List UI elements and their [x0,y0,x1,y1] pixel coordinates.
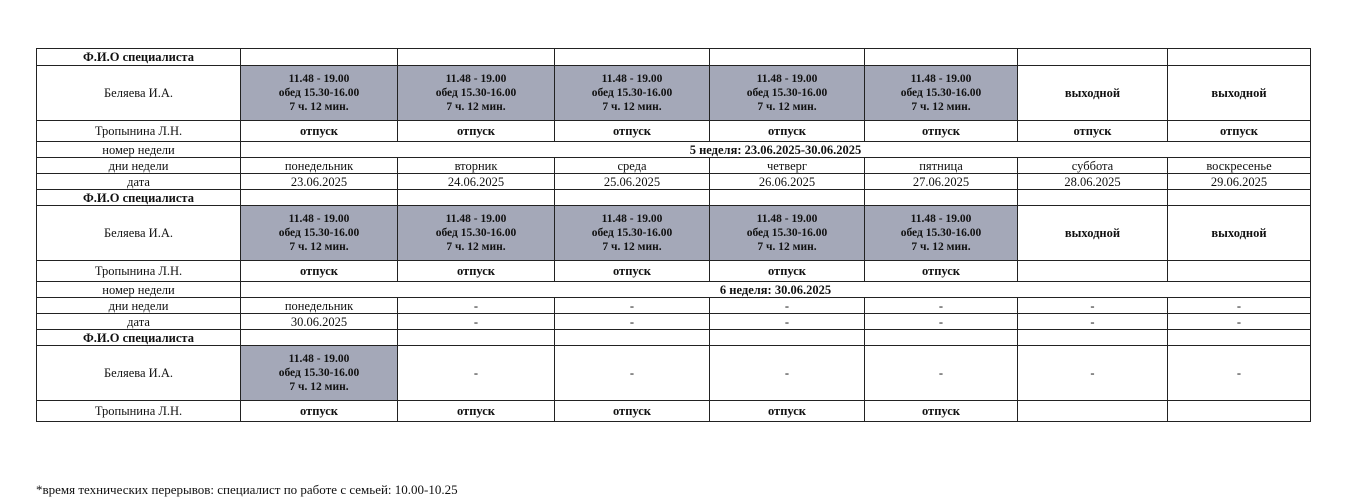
vacation-cell: отпуск [398,261,555,282]
table-row [37,121,1311,142]
table-row [37,206,1311,261]
day-off-cell: выходной [1018,206,1168,261]
shift-cell: 11.48 - 19.00 обед 15.30-16.00 7 ч. 12 мин. [555,206,710,261]
vacation-cell: отпуск [710,401,865,422]
weekday-cell: вторник [398,158,555,174]
staff-name: Беляева И.А. [37,206,241,261]
dash-cell: - [398,298,555,314]
table-row [37,298,1311,314]
table-row [37,330,1311,346]
shift-cell: 11.48 - 19.00 обед 15.30-16.00 7 ч. 12 мин. [865,206,1018,261]
day-off-cell: выходной [1168,206,1311,261]
specialist-header: Ф.И.О специалиста [37,49,241,66]
vacation-cell: отпуск [398,401,555,422]
table-row [37,142,1311,158]
vacation-cell: отпуск [241,261,398,282]
table-row [37,174,1311,190]
dash-cell: - [398,314,555,330]
table-row [37,282,1311,298]
vacation-cell: отпуск [1168,121,1311,142]
date-cell: 23.06.2025 [241,174,398,190]
table-row [37,190,1311,206]
shift-cell: 11.48 - 19.00 обед 15.30-16.00 7 ч. 12 мин. [241,206,398,261]
dash-cell: - [398,346,555,401]
table-row [37,346,1311,401]
vacation-cell: отпуск [865,401,1018,422]
table-row [37,401,1311,422]
weekday-cell: четверг [710,158,865,174]
date-cell: 26.06.2025 [710,174,865,190]
week-title: 6 неделя: 30.06.2025 [241,282,1311,298]
date-cell: 29.06.2025 [1168,174,1311,190]
dash-cell: - [1018,314,1168,330]
date-cell: 30.06.2025 [241,314,398,330]
vacation-cell: отпуск [555,261,710,282]
weekday-cell: воскресенье [1168,158,1311,174]
specialist-header: Ф.И.О специалиста [37,190,241,206]
shift-cell: 11.48 - 19.00 обед 15.30-16.00 7 ч. 12 мин. [398,206,555,261]
staff-name: Беляева И.А. [37,66,241,121]
schedule-table [36,48,1311,422]
dash-cell: - [865,314,1018,330]
vacation-cell: отпуск [398,121,555,142]
dash-cell: - [555,314,710,330]
date-cell: 24.06.2025 [398,174,555,190]
weekday-cell: понедельник [241,158,398,174]
shift-cell: 11.48 - 19.00 обед 15.30-16.00 7 ч. 12 мин. [865,66,1018,121]
dash-cell: - [1168,346,1311,401]
dash-cell: - [710,298,865,314]
shift-cell: 11.48 - 19.00 обед 15.30-16.00 7 ч. 12 мин. [241,66,398,121]
table-row [37,261,1311,282]
date-label: дата [37,314,241,330]
day-off-cell: выходной [1168,66,1311,121]
dash-cell: - [555,298,710,314]
dash-cell: - [1018,346,1168,401]
vacation-cell: отпуск [555,121,710,142]
table-row [37,49,1311,66]
week-title: 5 неделя: 23.06.2025-30.06.2025 [241,142,1311,158]
dash-cell: - [710,314,865,330]
dash-cell: - [555,346,710,401]
weekday-cell: понедельник [241,298,398,314]
dash-cell: - [865,346,1018,401]
weekday-cell: суббота [1018,158,1168,174]
vacation-cell: отпуск [865,121,1018,142]
weekdays-label: дни недели [37,298,241,314]
date-cell: 28.06.2025 [1018,174,1168,190]
vacation-cell: отпуск [865,261,1018,282]
vacation-cell: отпуск [710,121,865,142]
date-cell: 27.06.2025 [865,174,1018,190]
table-row [37,66,1311,121]
specialist-header: Ф.И.О специалиста [37,330,241,346]
shift-cell: 11.48 - 19.00 обед 15.30-16.00 7 ч. 12 мин. [710,66,865,121]
dash-cell: - [1168,314,1311,330]
shift-cell: 11.48 - 19.00 обед 15.30-16.00 7 ч. 12 мин. [710,206,865,261]
weekday-cell: пятница [865,158,1018,174]
dash-cell: - [710,346,865,401]
weekdays-label: дни недели [37,158,241,174]
dash-cell: - [865,298,1018,314]
vacation-cell: отпуск [710,261,865,282]
shift-cell: 11.48 - 19.00 обед 15.30-16.00 7 ч. 12 мин. [241,346,398,401]
staff-name: Тропынина Л.Н. [37,401,241,422]
vacation-cell: отпуск [241,121,398,142]
date-label: дата [37,174,241,190]
footer-note: *время технических перерывов: специалист по работе с семьей: 10.00-10.25 [36,482,458,497]
vacation-cell: отпуск [241,401,398,422]
weekday-cell: среда [555,158,710,174]
week-number-label: номер недели [37,142,241,158]
day-off-cell: выходной [1018,66,1168,121]
shift-cell: 11.48 - 19.00 обед 15.30-16.00 7 ч. 12 мин. [398,66,555,121]
dash-cell: - [1018,298,1168,314]
staff-name: Тропынина Л.Н. [37,121,241,142]
table-row [37,314,1311,330]
staff-name: Тропынина Л.Н. [37,261,241,282]
shift-cell: 11.48 - 19.00 обед 15.30-16.00 7 ч. 12 мин. [555,66,710,121]
vacation-cell: отпуск [555,401,710,422]
date-cell: 25.06.2025 [555,174,710,190]
vacation-cell: отпуск [1018,121,1168,142]
week-number-label: номер недели [37,282,241,298]
staff-name: Беляева И.А. [37,346,241,401]
dash-cell: - [1168,298,1311,314]
table-row [37,158,1311,174]
